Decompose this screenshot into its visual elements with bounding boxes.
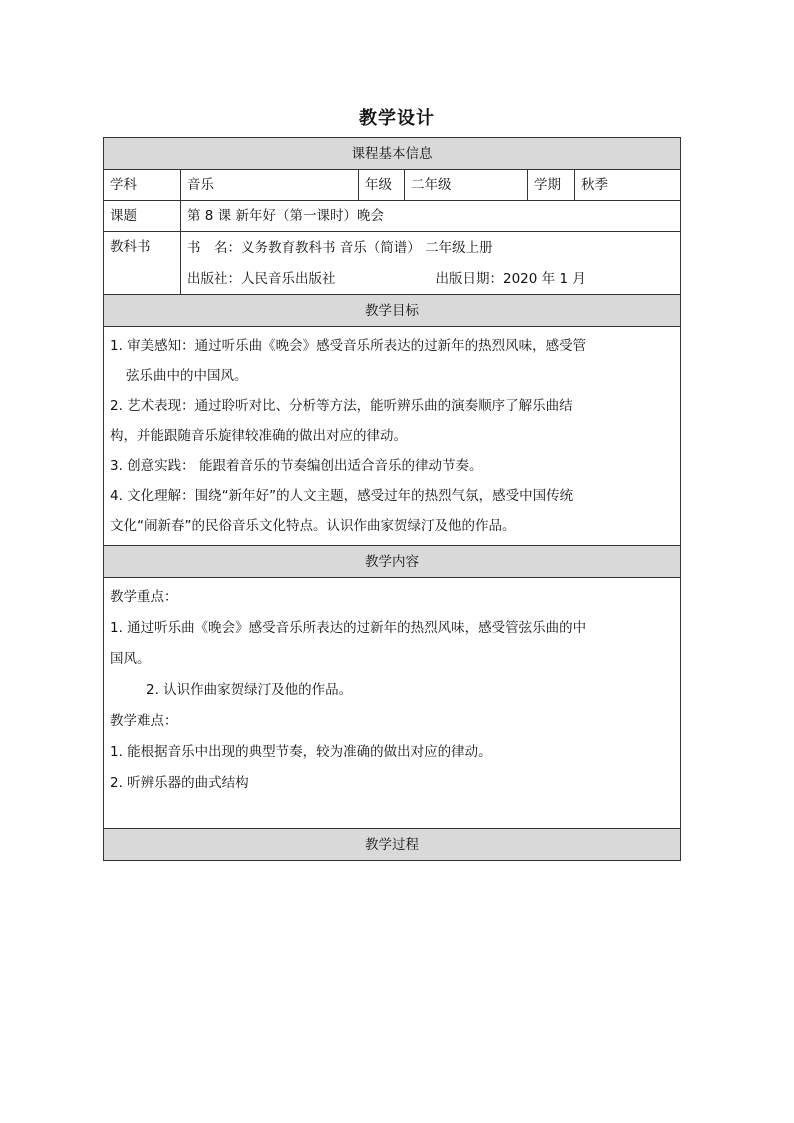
objective-line: 1. 审美感知：通过听乐曲《晚会》感受音乐所表达的过新年的热烈风味，感受管	[110, 338, 587, 354]
subject-value: 音乐	[181, 170, 359, 201]
basic-info-header-row	[104, 138, 681, 170]
objective-line: 文化“闹新春”的民俗音乐文化特点。认识作曲家贺绿汀及他的作品。	[110, 518, 516, 534]
key-point-line: 2. 认识作曲家贺绿汀及他的作品。	[146, 682, 353, 698]
term-value: 秋季	[575, 170, 681, 201]
lesson-plan-table	[103, 137, 681, 861]
textbook-publisher: 出版社：人民音乐出版社	[187, 270, 336, 287]
textbook-info	[181, 232, 681, 295]
topic-row	[104, 201, 681, 232]
content-header: 教学内容	[104, 546, 681, 578]
topic-label: 课题	[104, 201, 181, 232]
objectives-row	[104, 327, 681, 546]
textbook-label: 教科书	[104, 232, 181, 295]
term-label: 学期	[528, 170, 575, 201]
objective-line: 构，并能跟随音乐旋律较准确的做出对应的律动。	[110, 428, 407, 444]
textbook-publisher-line	[187, 263, 674, 294]
process-header: 教学过程	[104, 829, 681, 861]
objective-line: 弦乐曲中的中国风。	[126, 368, 248, 384]
grade-label: 年级	[359, 170, 405, 201]
objectives-body	[104, 327, 681, 546]
objective-line: 2. 艺术表现：通过聆听对比、分析等方法，能听辨乐曲的演奏顺序了解乐曲结	[110, 398, 573, 414]
topic-value: 第 8 课 新年好（第一课时）晚会	[181, 201, 681, 232]
difficulty-label: 教学难点：	[110, 713, 178, 729]
document-title: 教学设计	[359, 108, 435, 129]
process-header-row	[104, 829, 681, 861]
content-row	[104, 578, 681, 829]
textbook-publish-date: 出版日期：2020 年 1 月	[435, 270, 586, 287]
basic-info-header: 课程基本信息	[104, 138, 681, 170]
objectives-header: 教学目标	[104, 295, 681, 327]
objective-line: 4. 文化理解：围绕“新年好”的人文主题，感受过年的热烈气氛，感受中国传统	[110, 488, 574, 504]
objectives-header-row	[104, 295, 681, 327]
key-point-line: 国风。	[110, 651, 151, 667]
content-body	[104, 578, 681, 829]
subject-label: 学科	[104, 170, 181, 201]
difficulty-line: 2. 听辨乐器的曲式结构	[110, 775, 249, 791]
textbook-name: 书 名：义务教育教科书 音乐（简谱） 二年级上册	[187, 239, 493, 256]
content-header-row	[104, 546, 681, 578]
textbook-row	[104, 232, 681, 295]
grade-value: 二年级	[405, 170, 528, 201]
objective-line: 3. 创意实践： 能跟着音乐的节奏编创出适合音乐的律动节奏。	[110, 458, 483, 474]
key-points-label: 教学重点：	[110, 589, 178, 605]
subject-row	[104, 170, 681, 201]
key-point-line: 1. 通过听乐曲《晚会》感受音乐所表达的过新年的热烈风味，感受管弦乐曲的中	[110, 620, 587, 636]
difficulty-line: 1. 能根据音乐中出现的典型节奏，较为准确的做出对应的律动。	[110, 744, 492, 760]
